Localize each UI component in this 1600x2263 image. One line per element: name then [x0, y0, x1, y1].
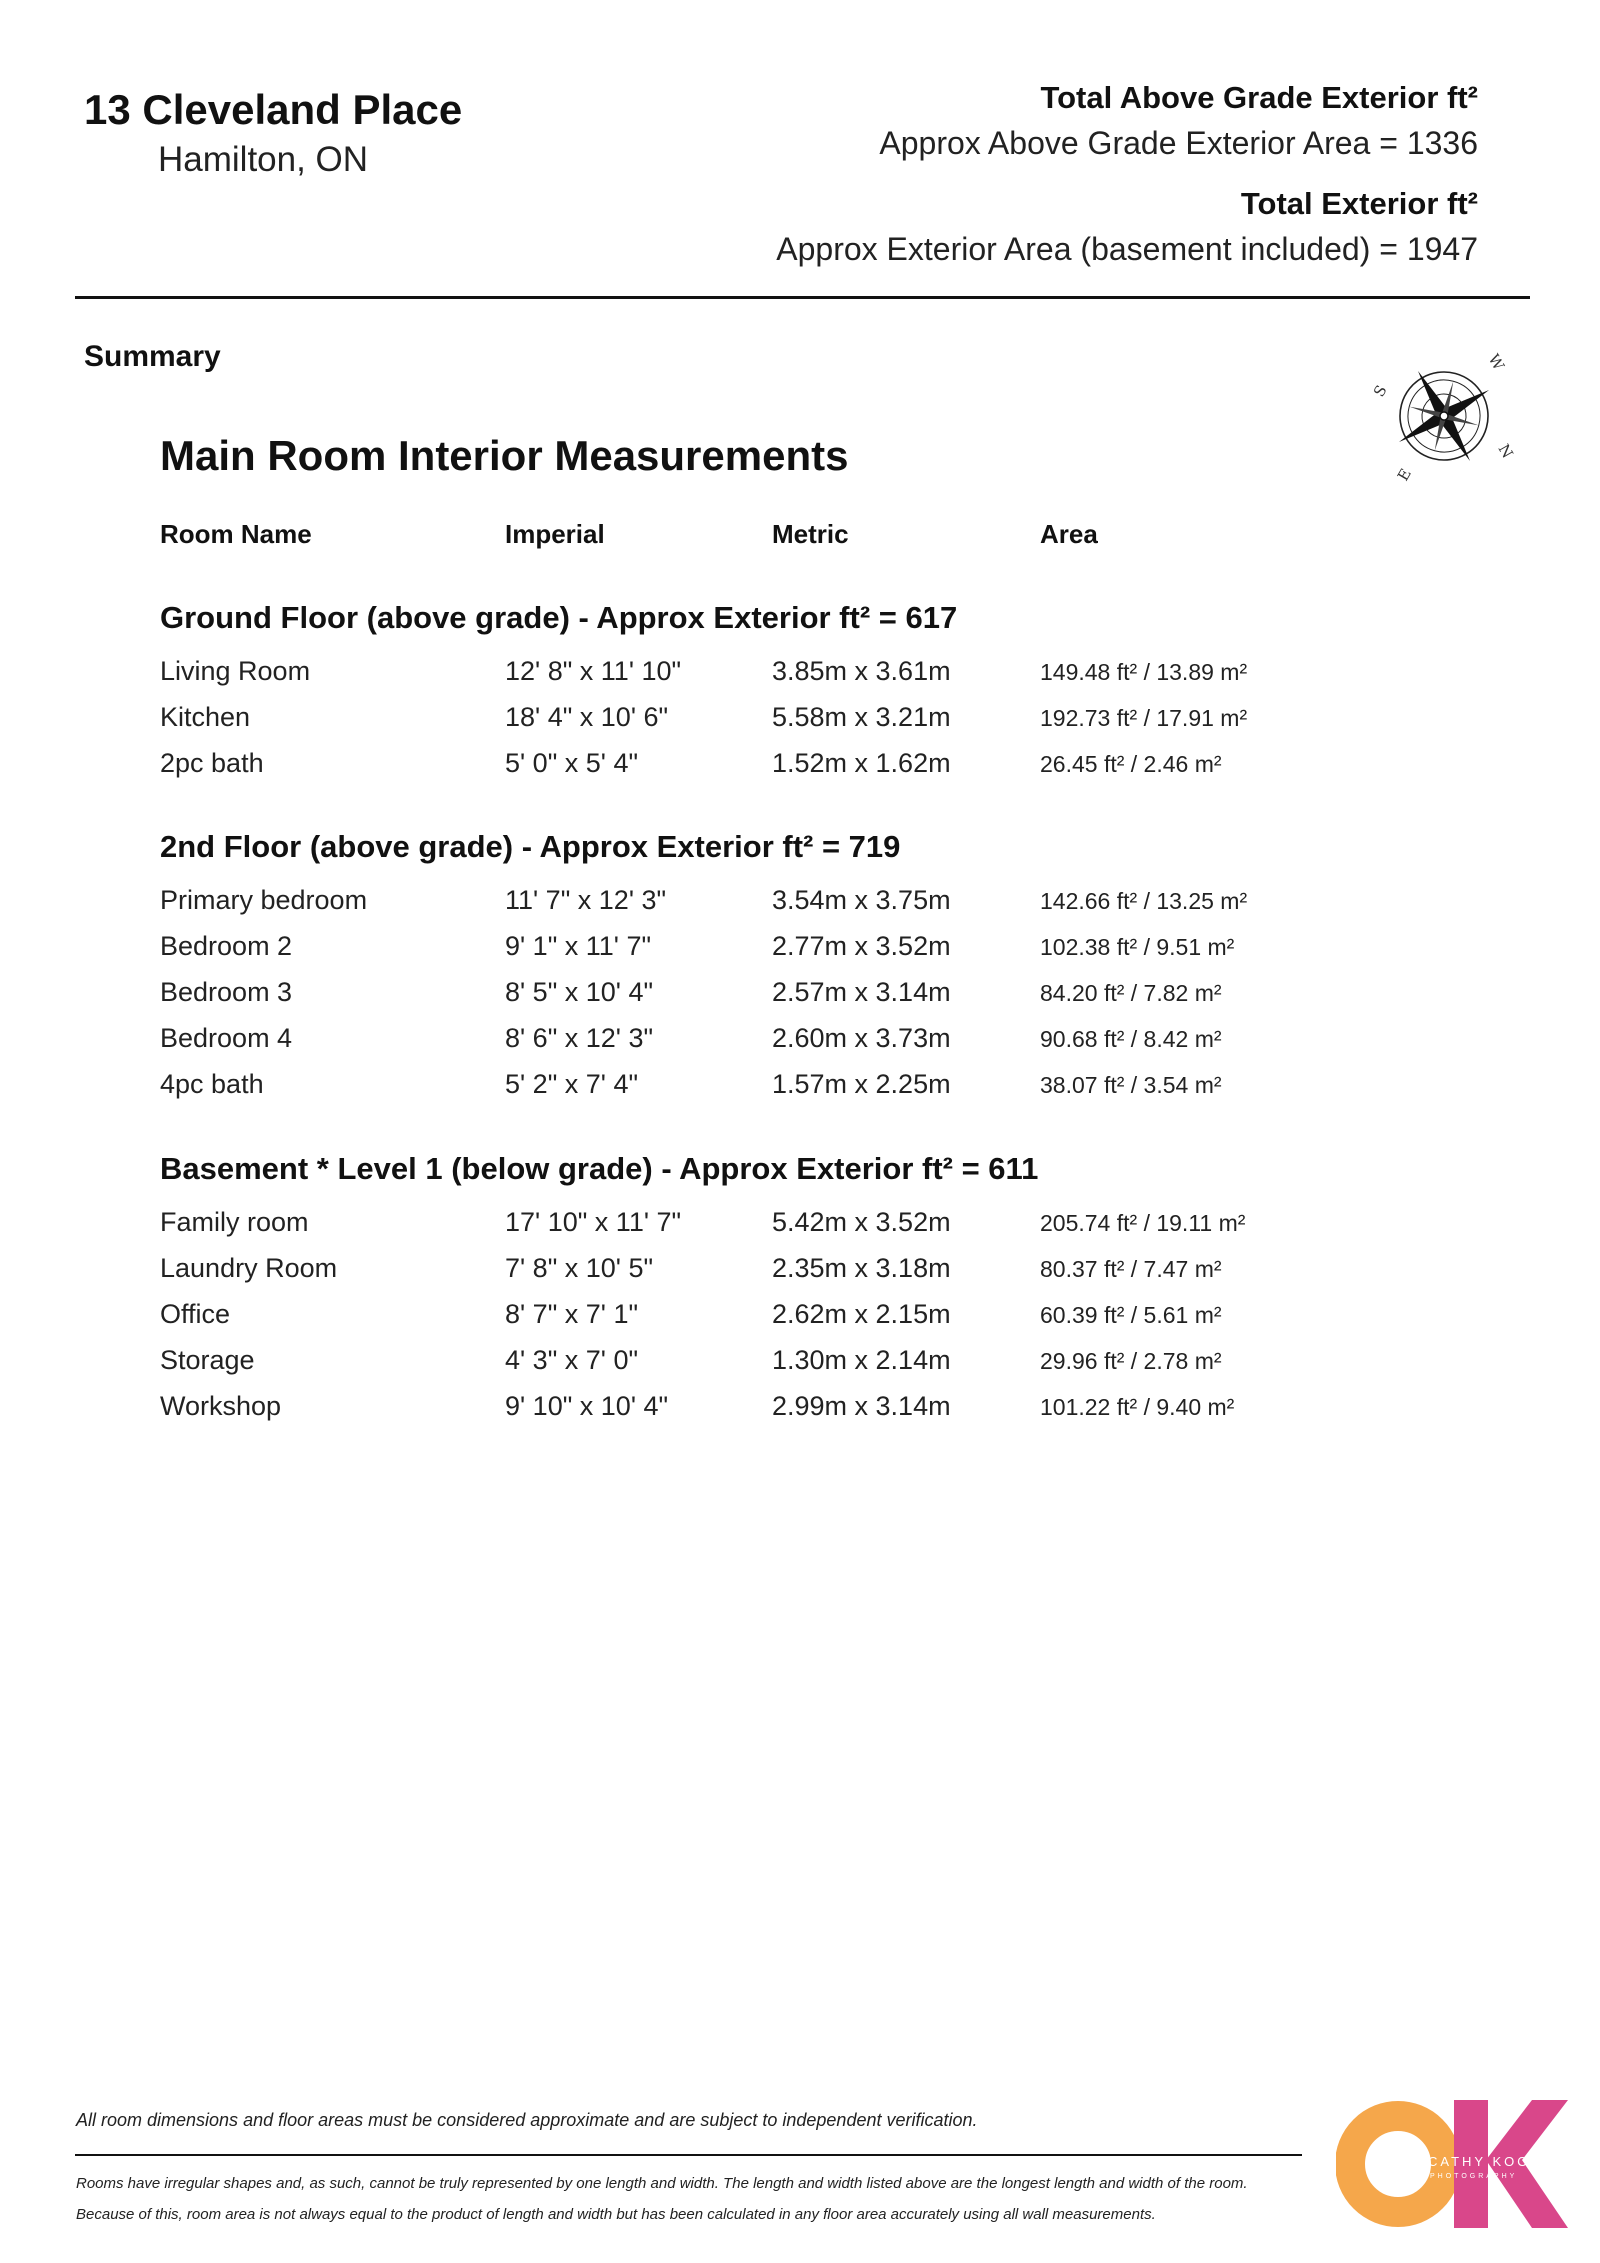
- table-row: [0, 1023, 1600, 1069]
- table-row: [0, 656, 1600, 702]
- room-imperial: 11' 7" x 12' 3": [505, 885, 667, 915]
- room-imperial: 8' 7" x 7' 1": [505, 1299, 639, 1329]
- footnote-line-1: Rooms have irregular shapes and, as such, cannot be truly represented by one length and width. The length and width listed above are the longest length and width of the room.: [76, 2175, 1248, 2192]
- room-area: 60.39 ft² / 5.61 m²: [1040, 1302, 1222, 1328]
- table-row: [0, 702, 1600, 748]
- room-metric: 1.30m x 2.14m: [772, 1345, 951, 1375]
- room-name: Workshop: [160, 1391, 282, 1421]
- room-area: 29.96 ft² / 2.78 m²: [1040, 1348, 1222, 1374]
- table-row: [0, 1345, 1600, 1391]
- room-metric: 1.52m x 1.62m: [772, 748, 951, 778]
- property-address: 13 Cleveland Place: [84, 86, 463, 133]
- room-name: Office: [160, 1299, 231, 1329]
- room-metric: 3.85m x 3.61m: [772, 656, 951, 686]
- table-row: [0, 885, 1600, 931]
- room-metric: 5.58m x 3.21m: [772, 702, 951, 732]
- room-area: 80.37 ft² / 7.47 m²: [1040, 1256, 1222, 1282]
- room-area: 38.07 ft² / 3.54 m²: [1040, 1072, 1222, 1098]
- total-exterior-label: Total Exterior ft²: [1240, 186, 1478, 221]
- room-imperial: 12' 8" x 11' 10": [505, 656, 682, 686]
- room-area: 26.45 ft² / 2.46 m²: [1040, 751, 1222, 777]
- summary-label: Summary: [84, 340, 221, 373]
- room-imperial: 5' 2" x 7' 4": [505, 1069, 639, 1099]
- table-row: [0, 1253, 1600, 1299]
- table-row: [0, 977, 1600, 1023]
- section-title-ground-floor: Ground Floor (above grade) - Approx Exterior ft² = 617: [160, 600, 958, 635]
- room-metric: 2.57m x 3.14m: [772, 977, 951, 1007]
- total-above-grade-value: Approx Above Grade Exterior Area = 1336: [879, 125, 1478, 161]
- room-metric: 1.57m x 2.25m: [772, 1069, 951, 1099]
- room-name: Primary bedroom: [160, 885, 368, 915]
- room-imperial: 9' 10" x 10' 4": [505, 1391, 669, 1421]
- room-imperial: 7' 8" x 10' 5": [505, 1253, 654, 1283]
- logo-name: CATHY KOOP: [1428, 2154, 1543, 2169]
- room-metric: 2.60m x 3.73m: [772, 1023, 951, 1053]
- table-row: [0, 1069, 1600, 1115]
- cathy-koop-logo: [1336, 2098, 1568, 2230]
- room-imperial: 9' 1" x 11' 7": [505, 931, 652, 961]
- room-name: Storage: [160, 1345, 255, 1375]
- total-exterior-value: Approx Exterior Area (basement included) = 1947: [776, 231, 1478, 267]
- room-area: 102.38 ft² / 9.51 m²: [1040, 934, 1235, 960]
- table-row: [0, 1207, 1600, 1253]
- column-header-room-name: Room Name: [160, 519, 312, 549]
- table-row: [0, 1391, 1600, 1437]
- room-area: 101.22 ft² / 9.40 m²: [1040, 1394, 1235, 1420]
- compass-n-label: N: [1494, 441, 1517, 462]
- room-name: Laundry Room: [160, 1253, 338, 1283]
- room-imperial: 5' 0" x 5' 4": [505, 748, 639, 778]
- column-header-area: Area: [1040, 519, 1098, 549]
- footer-divider: [75, 2154, 1302, 2156]
- room-area: 192.73 ft² / 17.91 m²: [1040, 705, 1248, 731]
- compass-w-label: W: [1484, 351, 1508, 374]
- room-area: 84.20 ft² / 7.82 m²: [1040, 980, 1222, 1006]
- room-name: Bedroom 4: [160, 1023, 293, 1053]
- room-name: Living Room: [160, 656, 311, 686]
- header-divider: [75, 296, 1530, 299]
- compass-e-label: E: [1393, 465, 1415, 484]
- room-metric: 2.35m x 3.18m: [772, 1253, 951, 1283]
- room-name: Bedroom 3: [160, 977, 293, 1007]
- compass-s-label: S: [1369, 382, 1391, 400]
- room-metric: 2.99m x 3.14m: [772, 1391, 951, 1421]
- room-name: Family room: [160, 1207, 309, 1237]
- room-area: 205.74 ft² / 19.11 m²: [1040, 1210, 1246, 1236]
- footnote-line-2: Because of this, room area is not always equal to the product of length and width but has been calculated in any floor area accurately using all wall measurements.: [76, 2206, 1156, 2223]
- property-city: Hamilton, ON: [158, 140, 369, 179]
- room-metric: 2.77m x 3.52m: [772, 931, 951, 961]
- column-header-imperial: Imperial: [505, 519, 605, 549]
- room-area: 90.68 ft² / 8.42 m²: [1040, 1026, 1222, 1052]
- room-name: 4pc bath: [160, 1069, 264, 1099]
- table-row: [0, 748, 1600, 794]
- room-area: 149.48 ft² / 13.89 m²: [1040, 659, 1248, 685]
- column-header-metric: Metric: [772, 519, 849, 549]
- table-row: [0, 1299, 1600, 1345]
- room-imperial: 8' 5" x 10' 4": [505, 977, 654, 1007]
- room-imperial: 8' 6" x 12' 3": [505, 1023, 654, 1053]
- section-title-basement: Basement * Level 1 (below grade) - Approx Exterior ft² = 611: [160, 1151, 1039, 1186]
- main-title: Main Room Interior Measurements: [160, 432, 849, 479]
- room-imperial: 17' 10" x 11' 7": [505, 1207, 682, 1237]
- compass-rose-icon: [1368, 340, 1520, 492]
- table-row: [0, 931, 1600, 977]
- room-name: Bedroom 2: [160, 931, 293, 961]
- room-imperial: 18' 4" x 10' 6": [505, 702, 669, 732]
- room-area: 142.66 ft² / 13.25 m²: [1040, 888, 1248, 914]
- room-name: Kitchen: [160, 702, 251, 732]
- room-metric: 3.54m x 3.75m: [772, 885, 951, 915]
- room-name: 2pc bath: [160, 748, 264, 778]
- room-metric: 2.62m x 2.15m: [772, 1299, 951, 1329]
- room-imperial: 4' 3" x 7' 0": [505, 1345, 639, 1375]
- logo-tagline: PHOTOGRAPHY: [1430, 2173, 1518, 2180]
- section-title-2nd-floor: 2nd Floor (above grade) - Approx Exterior ft² = 719: [160, 829, 901, 864]
- room-metric: 5.42m x 3.52m: [772, 1207, 951, 1237]
- disclaimer: All room dimensions and floor areas must be considered approximate and are subject to independent verification.: [76, 2110, 978, 2130]
- total-above-grade-label: Total Above Grade Exterior ft²: [1040, 80, 1478, 115]
